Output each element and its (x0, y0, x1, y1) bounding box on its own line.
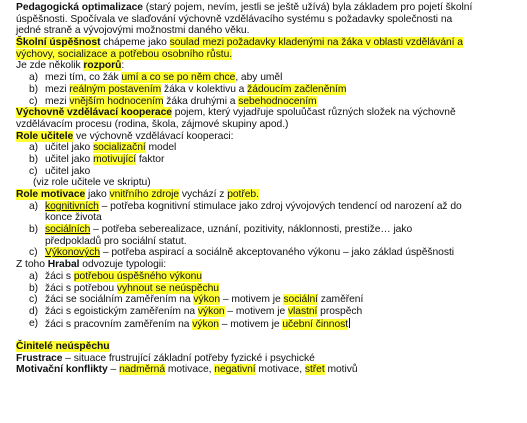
text-segment: – motivem je (224, 305, 288, 317)
bold-text: Školní úspěšnost (16, 37, 101, 49)
text-segment: model (145, 142, 177, 154)
list-item (16, 72, 524, 84)
list-continuation-line (16, 236, 524, 248)
paragraph-line (16, 49, 524, 61)
list-item (16, 142, 524, 154)
text-segment: – motivem je (220, 294, 284, 306)
text-segment: chápeme jako (100, 37, 170, 49)
highlighted-text: umí a co se po něm chce (121, 72, 236, 84)
text-segment: pojem, který vyjadřuje spoluůčast různých složek na výchovně (171, 107, 456, 119)
highlighted-text: nadměrná (119, 364, 166, 376)
text-segment: odvozuje typologii: (79, 259, 167, 271)
bold-text: rozporů (83, 60, 122, 72)
list-item (16, 247, 524, 259)
list-marker: b) (29, 83, 39, 95)
highlighted-text: potřeb. (227, 189, 259, 200)
text-segment: – potřeba seberealizace, uznání, pozitivity, náklonnosti, prestiže… jako (90, 224, 413, 236)
text-segment: jedné straně a vývojovými možnostmi daného věku. (16, 25, 250, 37)
text-segment: žáci s (45, 270, 74, 282)
text-segment: žáka v kolektivu a (161, 83, 248, 95)
document-page (16, 2, 524, 376)
text-segment: – motivem je (218, 318, 283, 330)
bold-text: Role učitele (16, 130, 74, 142)
paragraph-line (16, 14, 524, 26)
text-segment: Je zde několik (16, 60, 84, 72)
highlighted-text: motivující (93, 153, 137, 165)
list-item (16, 201, 524, 213)
list-marker: b) (29, 282, 39, 294)
text-segment: jako (85, 189, 110, 200)
list-item (16, 166, 524, 178)
list-item (16, 271, 524, 283)
blank-line (16, 329, 524, 341)
list-item (16, 294, 524, 306)
bold-text: Hrabal (47, 259, 80, 271)
paragraph-line (16, 364, 524, 376)
highlighted-text: soulad mezi požadavky kladenými na žáka v oblasti vzdělávání a (169, 37, 463, 49)
paragraph-line (16, 131, 524, 143)
list-item (16, 154, 524, 166)
text-segment: (viz role učitele ve skriptu) (33, 177, 151, 189)
highlighted-text: Výkonových (45, 247, 101, 259)
highlighted-text: učební činnost (282, 318, 349, 330)
paragraph-line (16, 119, 524, 131)
paragraph-line (16, 60, 524, 72)
text-segment: – potřeba kognitivní stimulace jako zdroj vývojových tendencí od narození až do (98, 200, 462, 212)
list-marker: c) (29, 294, 38, 306)
bold-text: Činitelé neúspěchu (16, 340, 110, 352)
list-marker: c) (29, 165, 38, 177)
text-segment: učitel jako (45, 142, 94, 154)
text-segment: žáci s pracovním zaměřením na (45, 318, 193, 330)
bold-text: Motivační konflikty (16, 364, 108, 376)
highlighted-text: výkon (193, 294, 221, 306)
bold-text: Frustrace (16, 352, 63, 364)
text-segment: – (107, 364, 120, 376)
list-item (16, 224, 524, 236)
text-segment: konce života (45, 212, 102, 224)
text-segment: předpokladů pro sociální statut. (45, 235, 187, 247)
list-continuation-line (16, 212, 524, 224)
list-marker: a) (29, 142, 39, 154)
text-segment: – situace frustrující základní potřeby fyzické i psychické (62, 352, 315, 364)
highlighted-text: žádoucím začleněním (247, 83, 347, 95)
list-item (16, 84, 524, 96)
text-segment: faktor (136, 153, 165, 165)
list-marker: c) (29, 247, 38, 259)
text-segment: mezi (45, 83, 70, 95)
text-segment: Z toho (16, 259, 48, 271)
text-segment: zaměření (317, 294, 364, 306)
text-segment: žáci se sociálním zaměřením na (45, 294, 194, 306)
text-segment: (starý pojem, nevím, jestli se ještě užívá) byla základem pro pojetí školní (142, 2, 473, 13)
highlighted-text: vyhnout se neúspěchu (116, 282, 219, 294)
text-segment: motivů (324, 364, 358, 376)
list-marker: d) (29, 305, 39, 317)
highlighted-text: negativní (214, 364, 256, 376)
list-item (16, 306, 524, 318)
text-segment: žáci s egoistickým zaměřením na (45, 305, 198, 317)
list-marker: a) (29, 72, 39, 84)
highlighted-text: střet (304, 364, 325, 376)
highlighted-text: reálným postavením (69, 83, 162, 95)
highlighted-text: potřebou úspěšného výkonu (73, 270, 202, 282)
highlighted-text: socializační (93, 142, 146, 154)
paragraph-line (16, 37, 524, 49)
bold-text: Pedagogická optimalizace (16, 2, 143, 13)
text-segment: učitel jako (45, 165, 91, 177)
text-segment: učitel jako (45, 153, 94, 165)
bold-text: Role motivace (16, 189, 86, 200)
text-segment: motivace, (255, 364, 305, 376)
highlighted-text: vnitřního zdroje (109, 189, 180, 200)
text-segment: úspěšnosti. Spočívala ve slaďování výchovně vzdělávacího systému s požadavky společnosti na (16, 13, 453, 25)
list-marker: c) (29, 95, 38, 107)
text-segment: vzdělávacím procesu (rodina, škola, zájmové skupiny apod.) (16, 118, 289, 130)
text-segment: , aby uměl (235, 72, 283, 84)
paragraph-line (16, 341, 524, 353)
list-item (16, 96, 524, 108)
paragraph-line (16, 2, 524, 14)
paragraph-line (16, 107, 524, 119)
list-marker: e) (29, 317, 39, 329)
highlighted-text: výkon (192, 318, 219, 330)
text-segment: mezi tím, co žák (45, 72, 122, 84)
text-segment: motivace, (165, 364, 215, 376)
text-segment: – potřeba aspirací a sociálně akceptovaného výkonu – jako základ úspěšnosti (100, 247, 454, 259)
highlighted-text: kognitivních (45, 200, 99, 212)
highlighted-text: výchovy, socializace a potřebou osobního růstu. (16, 48, 233, 60)
highlighted-text: výkon (197, 305, 225, 317)
list-item (16, 283, 524, 295)
paragraph-line (16, 189, 524, 201)
bold-text: Výchovně vzdělávací kooperace (16, 107, 172, 119)
list-marker: b) (29, 224, 39, 236)
text-segment: žáci s potřebou (45, 282, 117, 294)
text-segment: ve výchovně vzdělávací kooperaci: (73, 130, 234, 142)
paragraph-line (16, 353, 524, 365)
text-segment: žáka druhými a (163, 95, 239, 107)
paragraph-line (16, 259, 524, 271)
text-segment: mezi (45, 95, 70, 107)
paragraph-line (16, 25, 524, 37)
text-cursor (349, 318, 350, 328)
highlighted-text: vlastní (287, 305, 318, 317)
highlighted-text: vnějším hodnocením (69, 95, 164, 107)
text-segment: : (121, 60, 125, 72)
list-marker: b) (29, 153, 39, 165)
text-segment: prospěch (317, 305, 363, 317)
highlighted-text: sociálních (45, 224, 91, 236)
list-continuation-line (16, 177, 524, 189)
list-item (16, 318, 524, 330)
highlighted-text: sebehodnocením (238, 95, 317, 107)
list-marker: a) (29, 200, 39, 212)
list-marker: a) (29, 270, 39, 282)
highlighted-text: sociální (283, 294, 318, 306)
text-segment: vychází z (179, 189, 228, 200)
